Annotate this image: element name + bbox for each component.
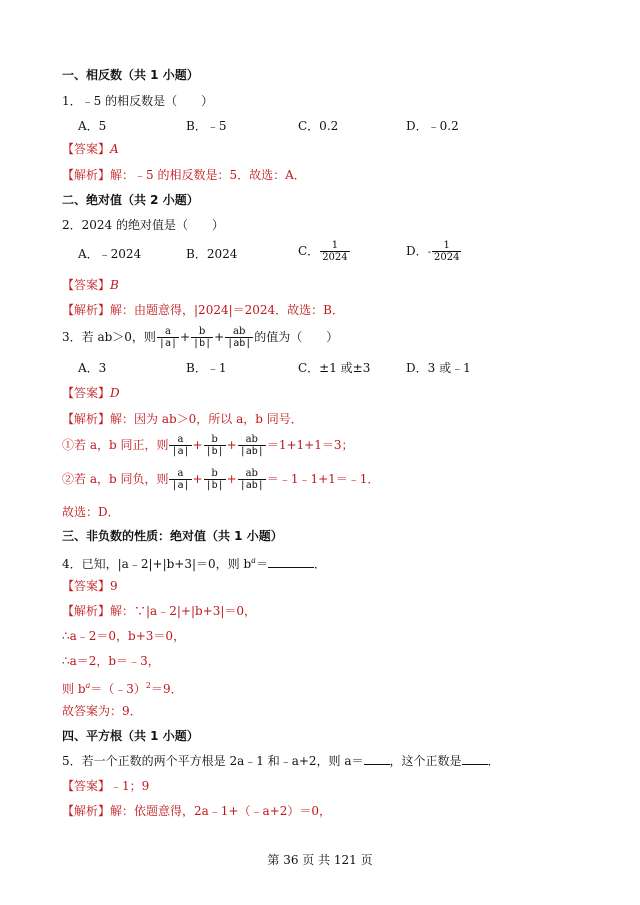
q3-analysis: 【解析】解：因为 ab＞0，所以 a，b 同号． xyxy=(62,412,303,426)
q4-analysis: 【解析】解：∵|a﹣2|+|b+3|＝0， xyxy=(62,604,257,618)
q2-c-denominator: 2024 xyxy=(322,252,348,263)
answer-blank xyxy=(364,752,390,765)
question-4-stem: 4．已知，|a﹣2|+|b+3|＝0，则 $b^a=$ ． xyxy=(62,556,326,571)
question-3-stem: 3．若 ab＞0，则 $\frac{a}{|a|}$ + $\frac{b}{|b|}$ + $\frac{ab}{|ab|}$ 的值为（ ） xyxy=(62,326,339,349)
q1-option-c: C．0.2 xyxy=(298,119,339,133)
q2-d-denominator: 2024 xyxy=(434,252,460,263)
q4-conclusion: 故答案为：9． xyxy=(62,704,142,718)
question-1-stem: 1．﹣5 的相反数是（ ） xyxy=(62,94,214,108)
q2-option-d: D．- $\frac{1}{2024}$ xyxy=(406,240,460,263)
q1-answer xyxy=(62,140,119,158)
q2-option-b: B．2024 xyxy=(186,247,238,261)
q5-analysis: 【解析】解：依题意得，2a﹣1+（﹣a+2）＝0， xyxy=(62,804,331,818)
q4-answer: 【答案】9 xyxy=(62,579,118,593)
q2-analysis: 【解析】解：由题意得，|2024|＝2024．故选：B． xyxy=(62,303,344,317)
q3-option-b: B．﹣1 xyxy=(186,361,227,375)
q2-option-c: C． $\frac{1}{2024}$ xyxy=(298,240,348,263)
q2-c-numerator: 1 xyxy=(331,240,339,251)
page-footer: 第 36 页 共 121 页 xyxy=(267,853,373,867)
q1-option-d: D．﹣0.2 xyxy=(406,119,459,133)
q2-d-minus-sign: - xyxy=(427,247,432,258)
section-heading-1: 一、相反数（共 1 小题） xyxy=(62,68,199,82)
q3-case-1: ①若 a，b 同正，则 $\frac{a}{|a|}$ + $\frac{b}{|b|}$ + $\frac{ab}{|ab|}$ ＝1+1+1＝3； xyxy=(62,434,354,457)
q2-d-numerator: 1 xyxy=(443,240,450,251)
analysis-text: 解：﹣5 的相反数是：5．故选：A． xyxy=(110,168,306,182)
answer-label: 【答案】 xyxy=(62,142,111,156)
question-2-options xyxy=(78,240,498,269)
q2-option-a: A．﹣2024 xyxy=(78,247,142,261)
q4-step-4: 则 $b^a=(﹣3)^2=9$． xyxy=(62,681,183,696)
q3-case-2: ②若 a，b 同负，则 $\frac{a}{|a|}$ + $\frac{b}{|b|}$ + $\frac{ab}{|ab|}$ ＝﹣1﹣1+1＝﹣1． xyxy=(62,468,380,491)
q4-step-3: ∴a＝2，b＝﹣3， xyxy=(62,654,160,668)
section-heading-2: 二、绝对值（共 2 小题） xyxy=(62,193,199,207)
answer-value: A xyxy=(110,142,119,156)
q4-step-2: ∴a﹣2＝0，b+3＝0， xyxy=(62,629,186,643)
question-5-stem: 5．若一个正数的两个平方根是 2a﹣1 和﹣a+2，则 a＝ ，这个正数是 ． xyxy=(62,754,500,768)
section-heading-3: 三、非负数的性质：绝对值（共 1 小题） xyxy=(62,529,283,543)
q5-answer: 【答案】﹣1；9 xyxy=(62,779,150,793)
q3-option-c: C．±1 或±3 xyxy=(298,361,371,375)
q2-answer: 【答案】B xyxy=(62,278,119,292)
q1-option-a: A．5 xyxy=(78,119,107,133)
answer-blank xyxy=(268,555,314,568)
q3-option-d: D．3 或﹣1 xyxy=(406,361,471,375)
q1-analysis xyxy=(62,166,306,184)
analysis-label: 【解析】 xyxy=(62,168,111,182)
q3-conclusion: 故选：D． xyxy=(62,505,120,519)
answer-blank xyxy=(462,752,488,765)
q1-option-b: B．﹣5 xyxy=(186,119,227,133)
question-2-stem: 2．2024 的绝对值是（ ） xyxy=(62,218,224,232)
section-heading-4: 四、平方根（共 1 小题） xyxy=(62,729,199,743)
q3-option-a: A．3 xyxy=(78,361,107,375)
q3-answer: 【答案】D xyxy=(62,386,120,400)
